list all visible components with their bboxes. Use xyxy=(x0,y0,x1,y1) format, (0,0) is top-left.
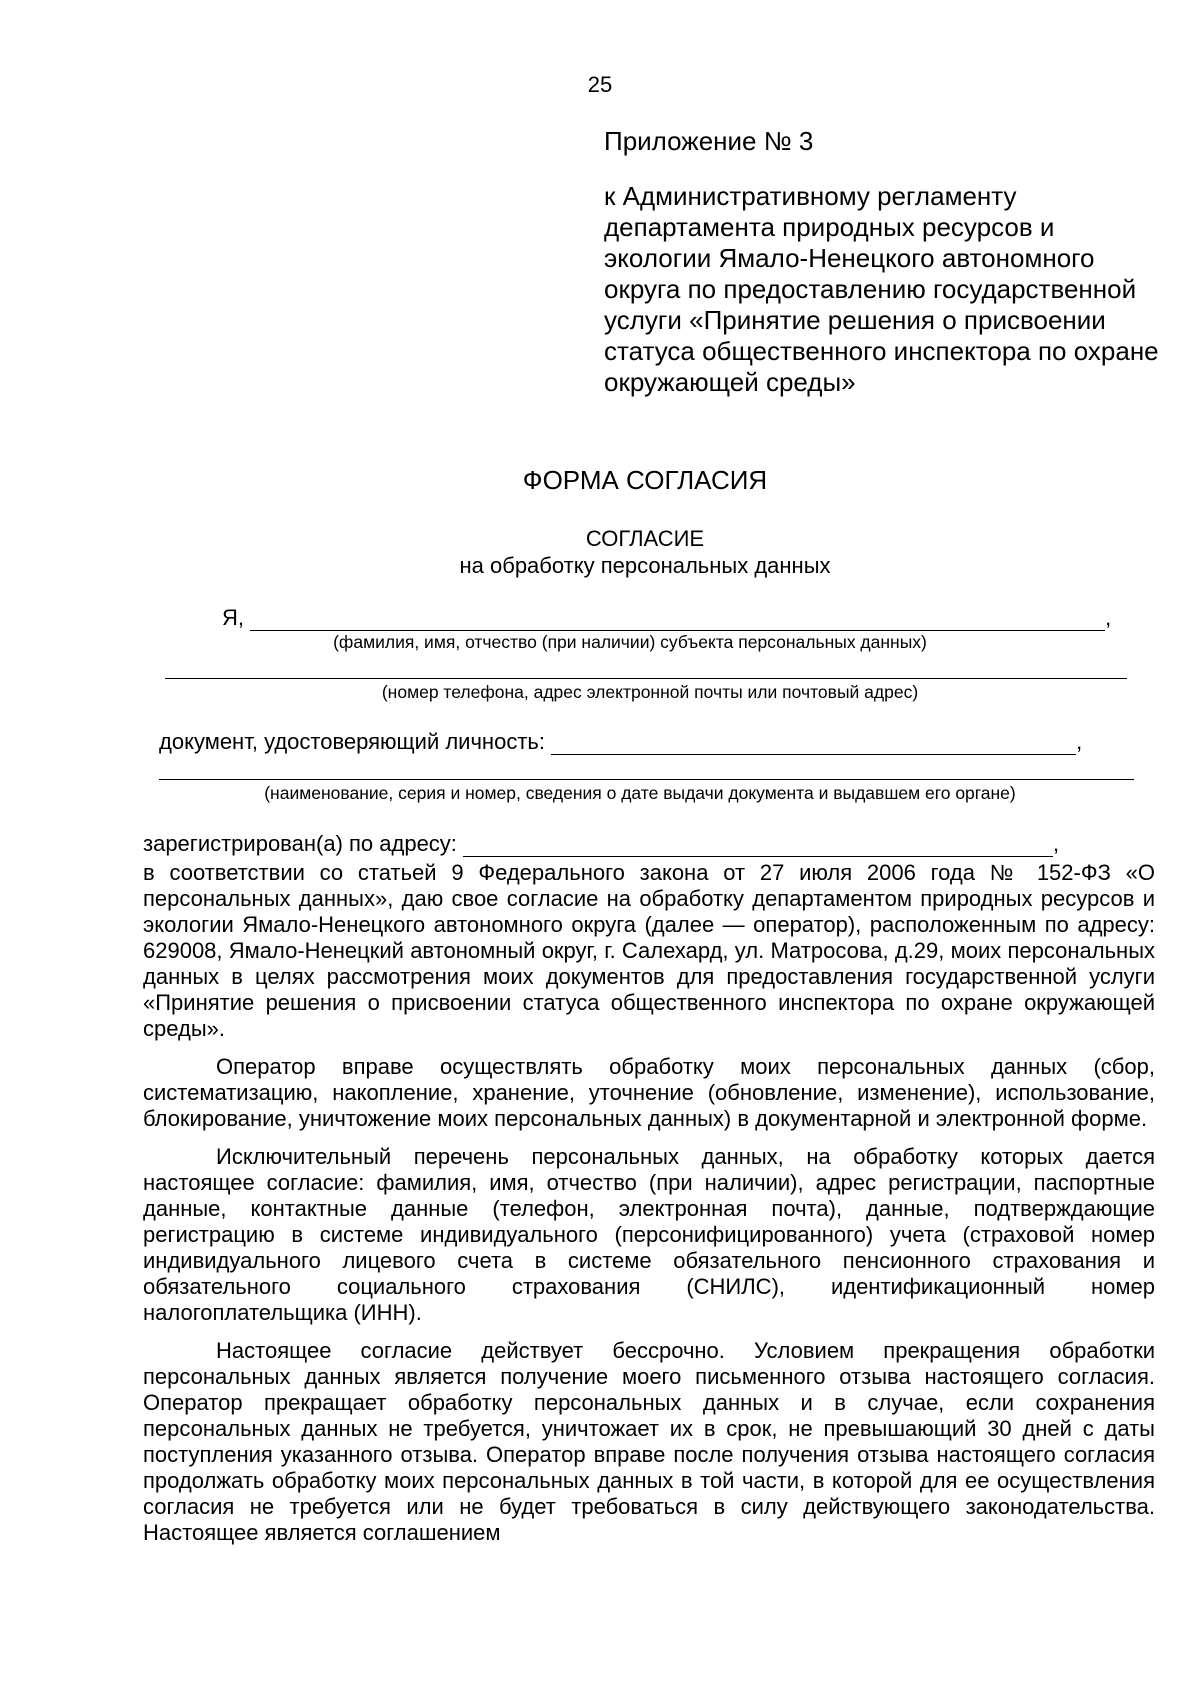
appendix-text: к Административному регламенту департамента природных ресурсов и экологии Ямало-Ненецкого автономного округа по предоставлению государственной услуги «Принятие решения о присвоении статуса общественного инспектора по охране окружающей среды» xyxy=(604,181,1159,397)
address-label: зарегистрирован(а) по адресу: xyxy=(143,831,457,856)
consent-title: СОГЛАСИЕ xyxy=(585,526,705,551)
paragraph-validity: Настоящее согласие действует бессрочно. Условием прекращения обработки персональных данных является получение моего письменного отзыва настоящего согласия. Оператор прекращает обработку персональных данных и в случае, если сохранения персональных данных не требуется, уничтожает их в срок, не превышающий 30 дней с даты поступления указанного отзыва. Оператор вправе после получения отзыва настоящего согласия продолжать обработку моих персональных данных в той части, в которой для ее осуществления согласия не требуется или не будет требоваться в силу действующего законодательства. Настоящее является соглашением xyxy=(143,1338,1155,1545)
consent-heading xyxy=(0,525,1200,579)
paragraph-legal-basis: в соответствии со статьей 9 Федерального закона от 27 июля 2006 года № 152-ФЗ «О персональных данных», даю свое согласие на обработку департаментом природных ресурсов и экологии Ямало-Ненецкого автономного округа (далее — оператор), расположенным по адресу: 629008, Ямало-Ненецкий автономный округ, г. Салехард, ул. Матросова, д.29, моих персональных данных в целях рассмотрения моих документов для предоставления государственной услуги «Принятие решения о присвоении статуса общественного инспектора по охране окружающей среды». xyxy=(143,860,1155,1041)
document-label: документ, удостоверяющий личность: xyxy=(159,729,545,754)
paragraph-data-list: Исключительный перечень персональных данных, на обработку которых дается настоящее согласие: фамилия, имя, отчество (при наличии), адрес регистрации, паспортные данные, контактные данные (телефон, электронная почта), данные, подтверждающие регистрацию в системе индивидуального (персонифицированного) учета (страховой номер индивидуального лицевого счета в системе обязательного пенсионного страхования и обязательного социального страхования (СНИЛС), идентификационный номер налогоплательщика (ИНН). xyxy=(143,1144,1155,1325)
consent-body xyxy=(143,860,1155,1558)
address-field-row xyxy=(143,831,1059,857)
page-number: 25 xyxy=(587,72,613,97)
appendix-block xyxy=(604,126,1164,398)
name-comma: , xyxy=(1105,605,1112,630)
i-label: Я, xyxy=(222,605,244,630)
paragraph-operator-rights: Оператор вправе осуществлять обработку моих персональных данных (сбор, систематизацию, накопление, хранение, уточнение (обновление, изменение), использование, блокирование, уничтожение моих персональных данных) в документарной и электронной форме. xyxy=(143,1054,1155,1131)
name-hint: (фамилия, имя, отчество (при наличии) субъекта персональных данных) xyxy=(333,632,927,652)
consent-subtitle: на обработку персональных данных xyxy=(459,553,831,578)
document-details-line[interactable] xyxy=(159,779,1134,780)
address-blank-line[interactable] xyxy=(463,834,1053,857)
name-blank-line[interactable] xyxy=(250,608,1105,631)
document-hint: (наименование, серия и номер, сведения о дате выдачи документа и выдавшем его органе) xyxy=(264,783,1016,803)
appendix-number: Приложение № 3 xyxy=(604,126,814,156)
document-field-row xyxy=(159,729,1082,755)
address-comma: , xyxy=(1053,831,1060,856)
contact-hint: (номер телефона, адрес электронной почты или почтовый адрес) xyxy=(381,682,919,702)
document-blank-line[interactable] xyxy=(551,732,1076,755)
contact-blank-line[interactable] xyxy=(165,678,1127,679)
document-comma: , xyxy=(1076,729,1083,754)
name-field-row xyxy=(222,605,1111,631)
form-title: ФОРМА СОГЛАСИЯ xyxy=(522,465,768,495)
